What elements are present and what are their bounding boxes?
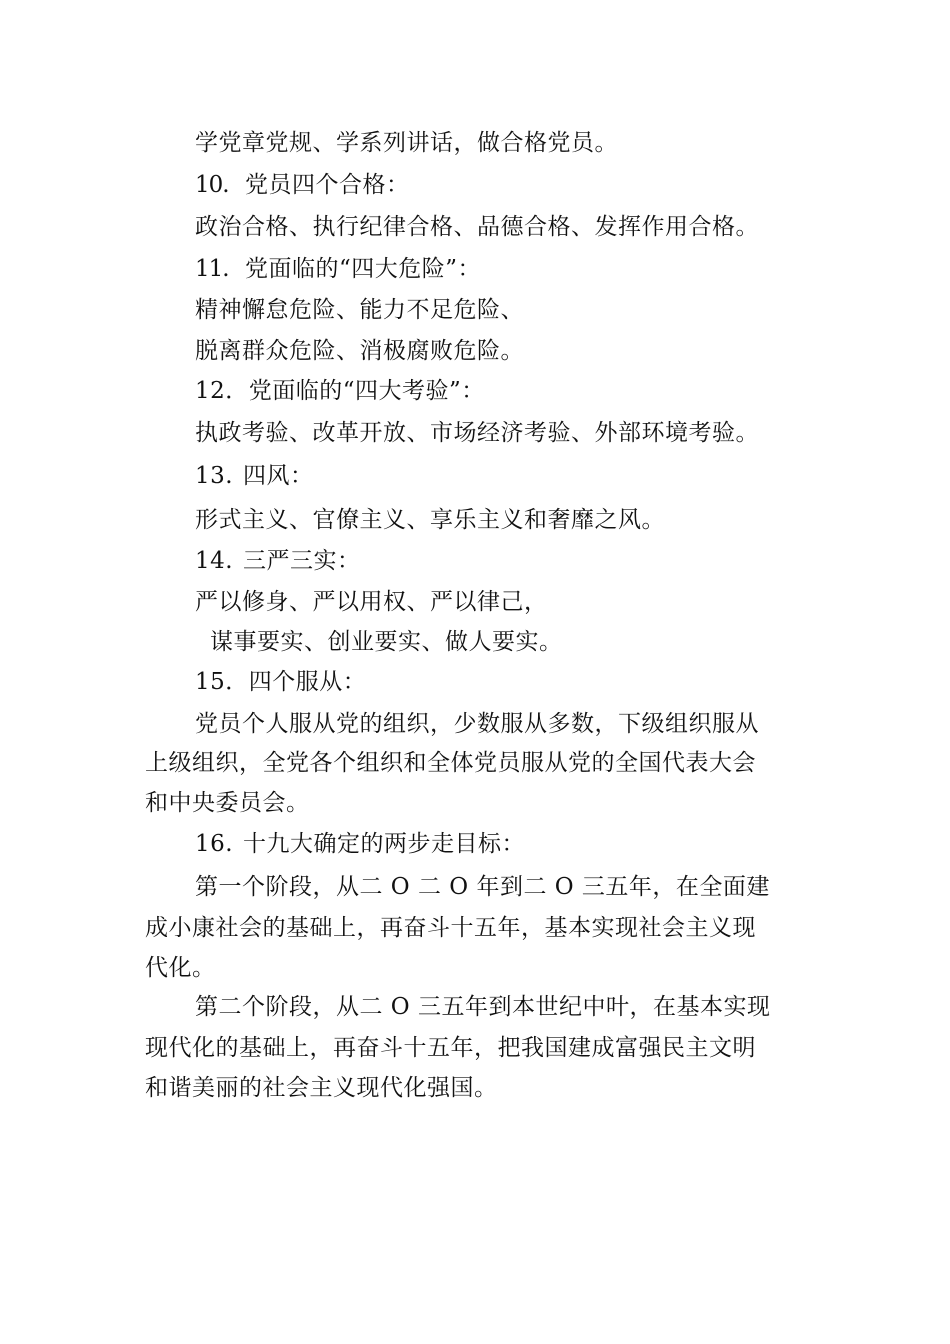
paragraph-line: 和谐美丽的社会主义现代化强国。 (145, 1075, 498, 1101)
section-heading-16 (195, 829, 525, 859)
text-line: 形式主义、官僚主义、享乐主义和奢靡之风。 (195, 507, 665, 533)
paragraph-line: 和中央委员会。 (145, 790, 310, 816)
text-line: 政治合格、执行纪律合格、品德合格、发挥作用合格。 (195, 214, 759, 240)
paragraph-line: 上级组织，全党各个组织和全体党员服从党的全国代表大会 (145, 750, 756, 776)
section-number: 14. (195, 548, 234, 574)
section-number: 13. (195, 463, 234, 489)
section-heading-13 (195, 461, 314, 491)
text-line: 执政考验、改革开放、市场经济考验、外部环境考验。 (195, 420, 759, 446)
section-heading-14 (195, 546, 361, 576)
paragraph-line: 第一个阶段，从二 O 二 O 年到二 O 三五年，在全面建 (195, 874, 770, 900)
paragraph-line: 党员个人服从党的组织，少数服从多数，下级组织服从 (195, 711, 759, 737)
text-line: 严以修身、严以用权、严以律己， (195, 589, 548, 615)
section-number: 10. (195, 172, 229, 198)
section-heading-11 (195, 254, 481, 284)
section-heading-12: 12．党面临的“四大考验”： (195, 378, 485, 404)
section-title: 三严三实： (243, 548, 361, 574)
section-number: 16. (195, 831, 234, 857)
paragraph-line: 成小康社会的基础上，再奋斗十五年，基本实现社会主义现 (145, 915, 756, 941)
section-heading-15: 15．四个服从： (195, 669, 367, 695)
paragraph-line: 现代化的基础上，再奋斗十五年，把我国建成富强民主文明 (145, 1035, 756, 1061)
paragraph-line: 第二个阶段，从二 O 三五年到本世纪中叶，在基本实现 (195, 994, 771, 1020)
text-line: 谋事要实、创业要实、做人要实。 (210, 629, 563, 655)
section-number: 11. (195, 256, 229, 282)
text-line: 脱离群众危险、消极腐败危险。 (195, 338, 524, 364)
section-title: 十九大确定的两步走目标： (243, 831, 525, 857)
paragraph-line: 代化。 (145, 955, 216, 981)
section-title: 四风： (243, 463, 314, 489)
section-title: 党面临的“四大危险”： (245, 256, 482, 282)
text-line: 学党章党规、学系列讲话，做合格党员。 (195, 130, 618, 156)
section-title: 党员四个合格： (245, 172, 410, 198)
section-heading-10 (195, 170, 410, 200)
text-line: 精神懈怠危险、能力不足危险、 (195, 297, 524, 323)
